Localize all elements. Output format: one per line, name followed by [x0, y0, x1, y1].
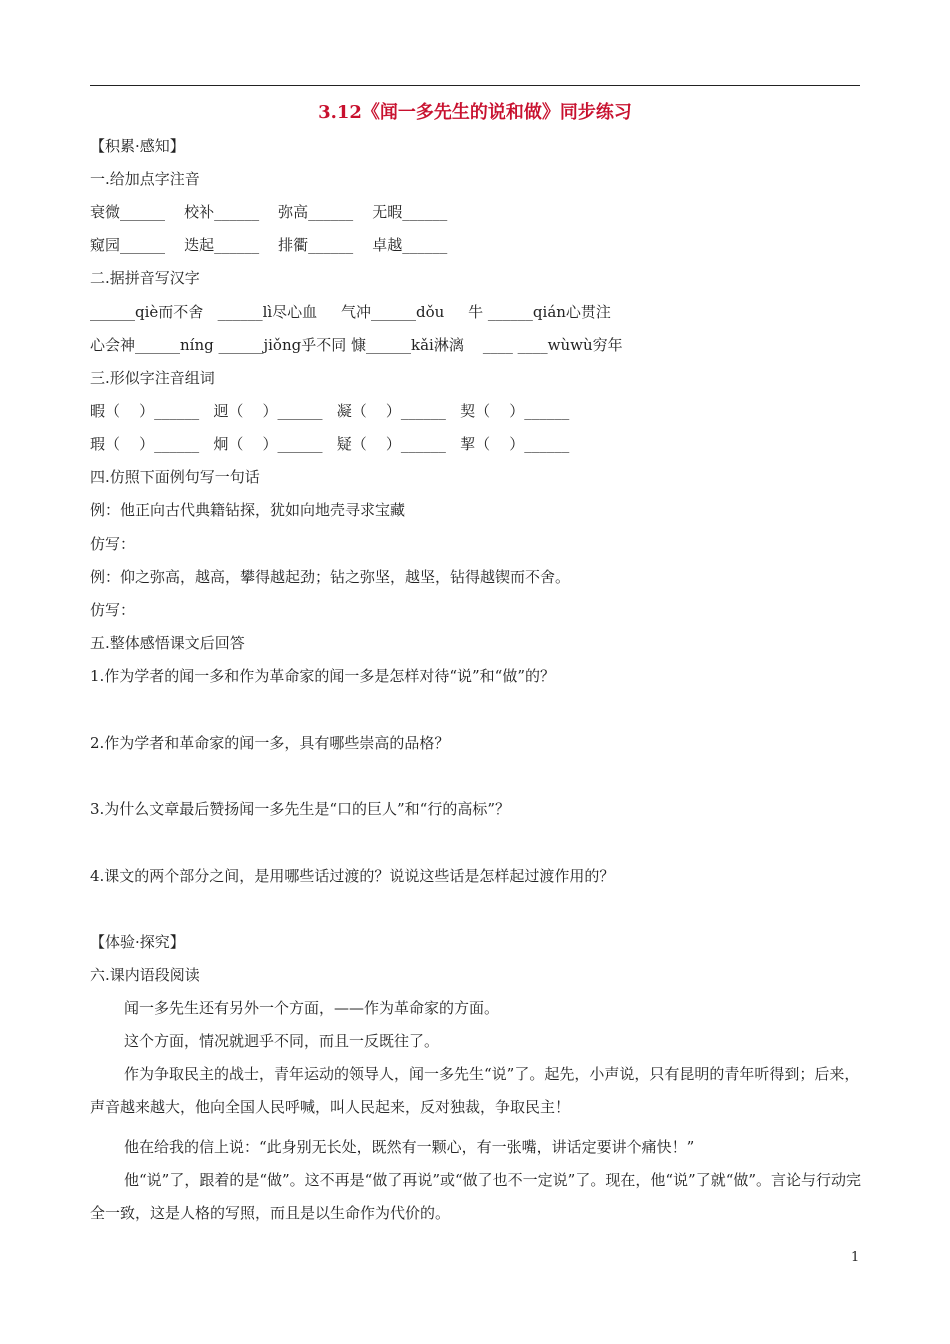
q5-question-2: 2.作为学者和革命家的闻一多，具有哪些崇高的品格？: [90, 734, 450, 752]
q3-row-2: 瑕（ ）______ 炯（ ）______ 疑（ ）______ 挈（ ）______: [90, 435, 570, 453]
q4-example-1: 例：他正向古代典籍钻探，犹如向地壳寻求宝藏: [90, 501, 406, 519]
page-title: 3.12《闻一多先生的说和做》同步练习: [318, 102, 632, 123]
section-header-explore: 【体验·探究】: [90, 933, 185, 951]
q3-title: 三.形似字注音组词: [90, 369, 215, 387]
q5-question-4: 4.课文的两个部分之间，是用哪些话过渡的？说说这些话是怎样起过渡作用的？: [90, 867, 615, 885]
page-number: 1: [851, 1250, 860, 1265]
q1-row-2: 窥园______ 迭起______ 排衢______ 卓越______: [90, 236, 448, 254]
q4-title: 四.仿照下面例句写一句话: [90, 468, 260, 486]
q4-example-2: 例：仰之弥高，越高，攀得越起劲；钻之弥坚，越坚，钻得越锲而不舍。: [90, 568, 571, 586]
q5-question-3: 3.为什么文章最后赞扬闻一多先生是“口的巨人”和“行的高标”？: [90, 800, 510, 818]
q3-row-1: 暇（ ）______ 迥（ ）______ 凝（ ）______ 契（ ）______: [90, 402, 570, 420]
passage-paragraph-3: 作为争取民主的战士，青年运动的领导人，闻一多先生“说”了。起先，小声说，只有昆明的青年听得到；后来，声音越来越大，他向全国人民呼喊，叫人民起来，反对独裁，争取民主！: [90, 1065, 860, 1116]
passage-paragraph-2: 这个方面，情况就迥乎不同，而且一反既往了。: [124, 1032, 440, 1050]
passage-paragraph-5: 他“说”了，跟着的是“做”。这不再是“做了再说”或“做了也不一定说”了。现在，他“说”了就“做”。言论与行动完全一致，这是人格的写照，而且是以生命作为代价的。: [90, 1171, 862, 1222]
q4-imitate-2: 仿写：: [90, 601, 136, 619]
q2-title: 二.据拼音写汉字: [90, 269, 200, 287]
q6-title: 六.课内语段阅读: [90, 966, 200, 984]
q2-row-1: ______qiè而不舍 ______lì尽心血 气冲______dǒu 牛 ______qián心贯注: [90, 303, 611, 321]
q4-imitate-1: 仿写：: [90, 535, 136, 553]
passage-paragraph-4: 他在给我的信上说：“此身别无长处，既然有一颗心，有一张嘴，讲话定要讲个痛快！”: [124, 1138, 695, 1156]
section-header-accumulate: 【积累·感知】: [90, 137, 185, 155]
q5-title: 五.整体感悟课文后回答: [90, 634, 245, 652]
q1-title: 一.给加点字注音: [90, 170, 200, 188]
header-rule: [90, 85, 860, 86]
passage-paragraph-1: 闻一多先生还有另外一个方面，——作为革命家的方面。: [124, 999, 500, 1017]
q1-row-1: 衰微______ 校补______ 弥高______ 无暇______: [90, 203, 448, 221]
q5-question-1: 1.作为学者的闻一多和作为革命家的闻一多是怎样对待“说”和“做”的？: [90, 667, 555, 685]
q2-row-2: 心会神______níng ______jiǒng乎不同 慷______kǎi淋漓 ____ ____wùwù穷年: [90, 336, 623, 354]
